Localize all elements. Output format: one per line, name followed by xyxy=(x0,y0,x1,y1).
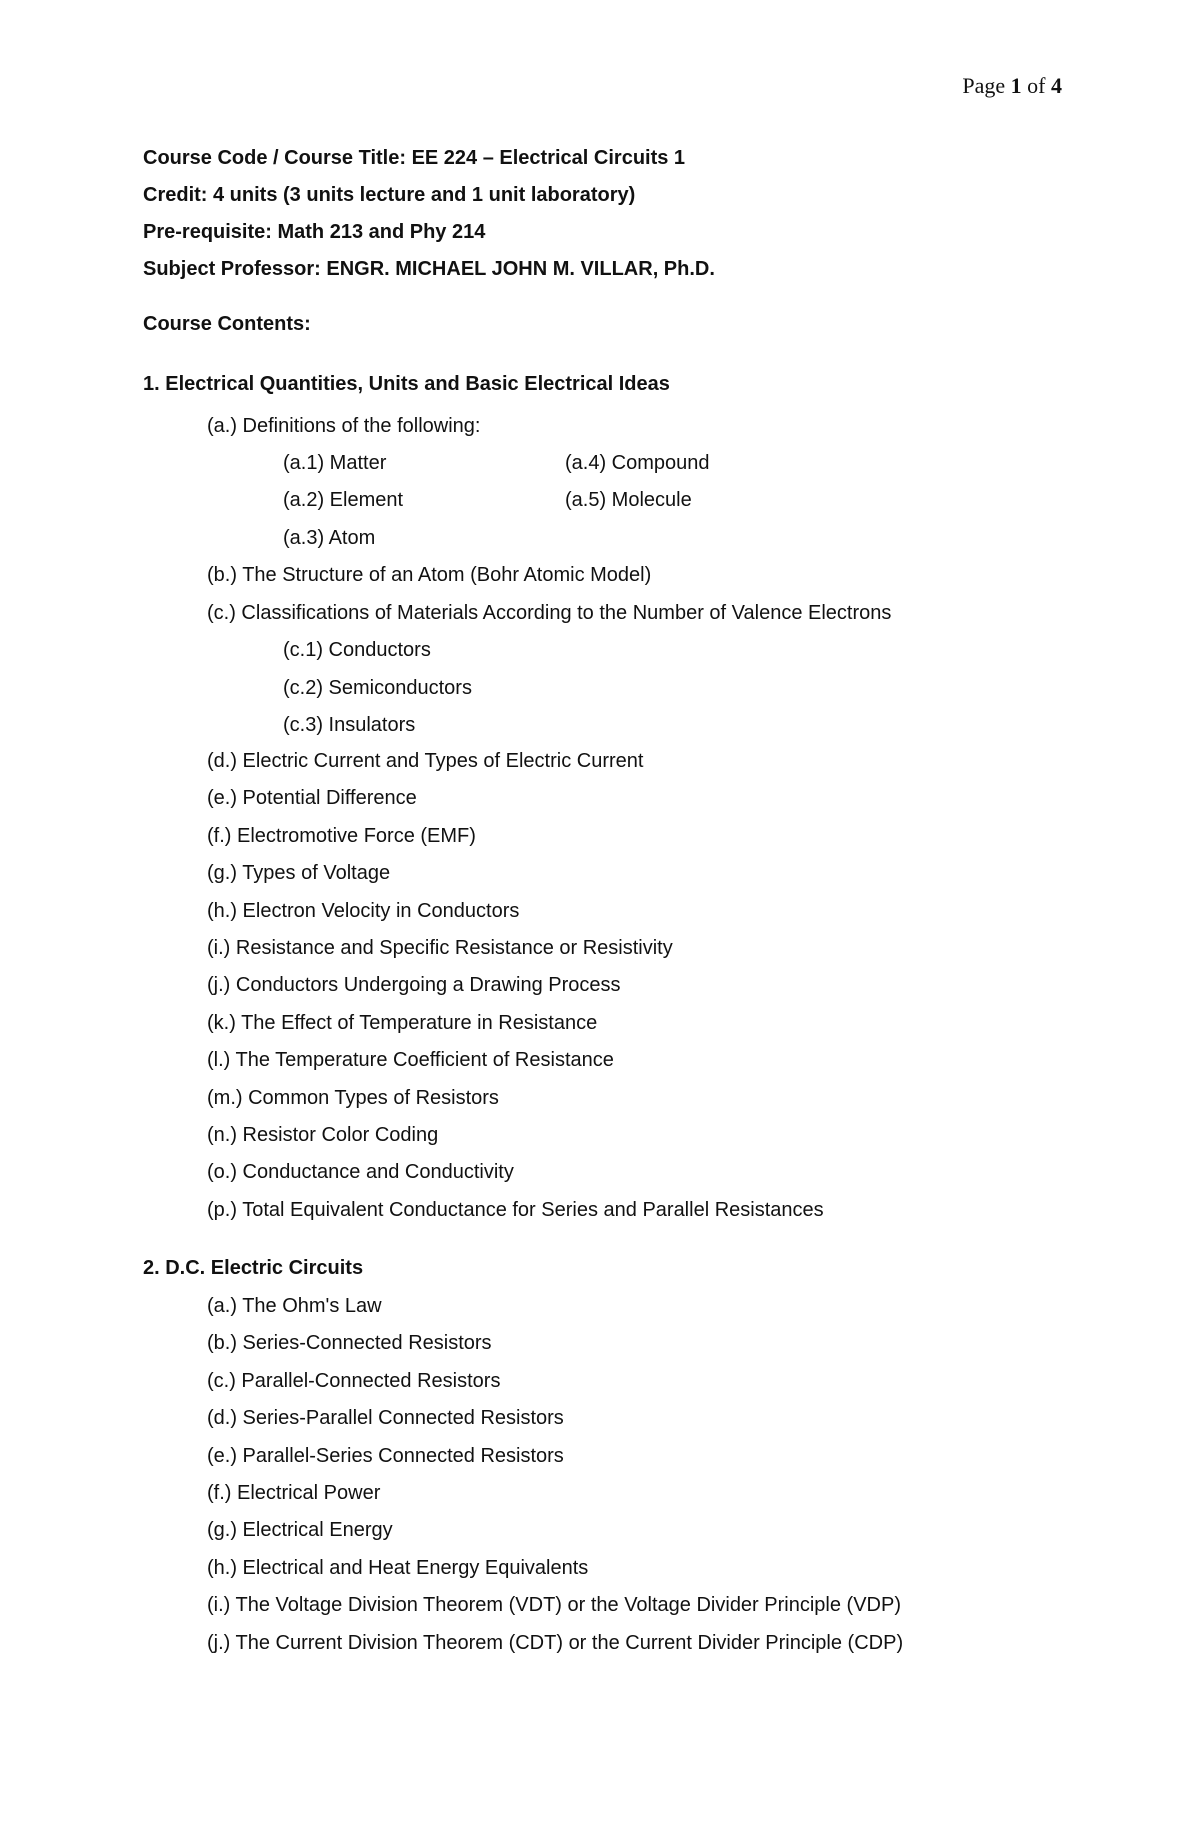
list-subitem: (a.3) Atom xyxy=(283,527,376,549)
list-item: (l.) The Temperature Coefficient of Resistance xyxy=(207,1049,614,1072)
list-item: (b.) Series-Connected Resistors xyxy=(207,1332,492,1355)
list-item: (i.) Resistance and Specific Resistance or Resistivity xyxy=(207,936,673,959)
list-item: (j.) The Current Division Theorem (CDT) or the Current Divider Principle (CDP) xyxy=(207,1631,904,1654)
course-credit: Credit: 4 units (3 units lecture and 1 unit laboratory) xyxy=(143,184,636,206)
course-contents-title: Course Contents: xyxy=(143,313,311,335)
list-subitem: (c.3) Insulators xyxy=(283,714,416,736)
course-code: Course Code / Course Title: EE 224 – Electrical Circuits 1 xyxy=(143,147,686,169)
list-item: (h.) Electrical and Heat Energy Equivalents xyxy=(207,1556,589,1579)
list-subitem: (a.4) Compound xyxy=(565,452,710,474)
list-item: (j.) Conductors Undergoing a Drawing Process xyxy=(207,974,621,997)
list-item: (c.) Parallel-Connected Resistors xyxy=(207,1369,501,1392)
page-total: 4 xyxy=(1051,73,1062,98)
list-item: (g.) Types of Voltage xyxy=(207,862,391,885)
list-item: (i.) The Voltage Division Theorem (VDT) or the Voltage Divider Principle (VDP) xyxy=(207,1594,901,1617)
page-number xyxy=(962,73,1062,99)
list-subitem: (a.1) Matter xyxy=(283,452,387,474)
list-item: (a.) Definitions of the following: xyxy=(207,415,481,437)
course-professor: Subject Professor: ENGR. MICHAEL JOHN M. VILLAR, Ph.D. xyxy=(143,258,715,280)
list-subitem: (a.2) Element xyxy=(283,489,404,511)
list-item: (a.) The Ohm's Law xyxy=(207,1295,382,1317)
list-item: (f.) Electrical Power xyxy=(207,1481,381,1504)
page-of: of xyxy=(1027,73,1046,98)
section-2-title: 2. D.C. Electric Circuits xyxy=(143,1257,364,1279)
list-item: (o.) Conductance and Conductivity xyxy=(207,1161,514,1184)
course-prerequisite: Pre-requisite: Math 213 and Phy 214 xyxy=(143,221,486,243)
section-1-list xyxy=(207,743,824,1229)
list-item: (g.) Electrical Energy xyxy=(207,1519,393,1542)
list-item: (k.) The Effect of Temperature in Resistance xyxy=(207,1011,598,1034)
list-subitem: (c.1) Conductors xyxy=(283,639,431,661)
list-item: (f.) Electromotive Force (EMF) xyxy=(207,824,476,847)
list-item: (p.) Total Equivalent Conductance for Series and Parallel Resistances xyxy=(207,1198,824,1221)
list-item: (d.) Series-Parallel Connected Resistors xyxy=(207,1407,564,1430)
list-item: (n.) Resistor Color Coding xyxy=(207,1123,439,1146)
page-current: 1 xyxy=(1010,73,1022,98)
page-label: Page xyxy=(962,73,1006,98)
course-header xyxy=(143,140,715,288)
list-item: (h.) Electron Velocity in Conductors xyxy=(207,899,520,922)
list-item: (c.) Classifications of Materials According to the Number of Valence Electrons xyxy=(207,602,892,624)
list-item: (e.) Potential Difference xyxy=(207,787,417,810)
list-item: (m.) Common Types of Resistors xyxy=(207,1086,499,1109)
list-subitem: (a.5) Molecule xyxy=(565,489,692,511)
list-item: (e.) Parallel-Series Connected Resistors xyxy=(207,1444,564,1467)
list-item: (b.) The Structure of an Atom (Bohr Atomic Model) xyxy=(207,564,652,586)
section-1-title: 1. Electrical Quantities, Units and Basic Electrical Ideas xyxy=(143,373,670,395)
list-item: (d.) Electric Current and Types of Electric Current xyxy=(207,750,644,772)
section-2-list xyxy=(207,1288,903,1662)
list-subitem: (c.2) Semiconductors xyxy=(283,677,472,699)
